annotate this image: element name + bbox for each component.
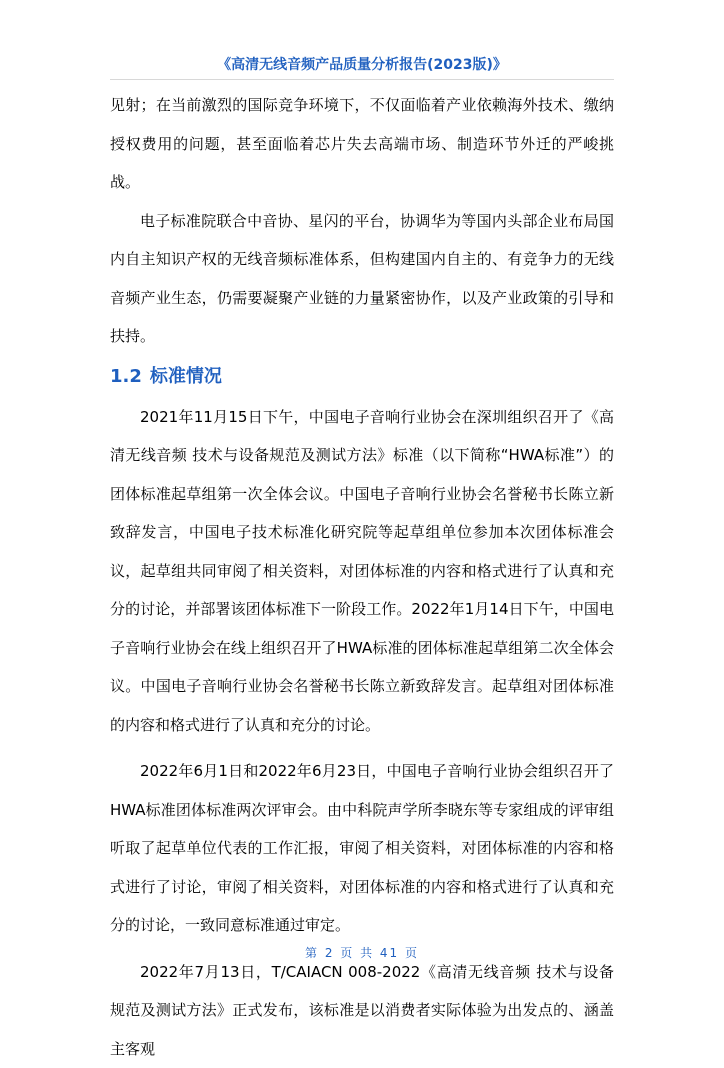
paragraph-standard-drafting: 2021年11月15日下午，中国电子音响行业协会在深圳组织召开了《高清无线音频 技术与设备规范及测试方法》标准（以下简称“HWA标准”）的团体标准起草组第一次全体会议。中国电子音响行业协会名誉秘书长陈立新致辞发言，中国电子技术标准化研究院等起草组单位参加本次团体标准会议，起草组共同审阅了相关资料，对团体标准的内容和格式进行了认真和充分的讨论，并部署该团体标准下一阶段工作。2022年1月14日下午，中国电子音响行业协会在线上组织召开了HWA标准的团体标准起草组第二次全体会议。中国电子音响行业协会名誉秘书长陈立新致辞发言。起草组对团体标准的内容和格式进行了认真和充分的讨论。 bbox=[110, 398, 614, 745]
page-number-footer: 第 2 页 共 41 页 bbox=[110, 944, 614, 961]
paragraph-continuation: 见射；在当前激烈的国际竞争环境下，不仅面临着产业依赖海外技术、缴纳授权费用的问题，甚至面临着芯片失去高端市场、制造环节外迁的严峻挑战。 bbox=[110, 86, 614, 202]
section-heading bbox=[110, 356, 614, 398]
section-title: 标准情况 bbox=[150, 366, 222, 387]
body-text bbox=[110, 86, 614, 1068]
paragraph-standard-release: 2022年7月13日，T/CAIACN 008-2022《高清无线音频 技术与设备规范及测试方法》正式发布，该标准是以消费者实际体验为出发点的、涵盖主客观 bbox=[110, 953, 614, 1068]
paragraph-platform: 电子标准院联合中音协、星闪的平台，协调华为等国内头部企业布局国内自主知识产权的无线音频标准体系，但构建国内自主的、有竞争力的无线音频产业生态，仍需要凝聚产业链的力量紧密协作，以及产业政策的引导和扶持。 bbox=[110, 202, 614, 356]
section-number: 1.2 bbox=[110, 366, 142, 387]
header-divider bbox=[110, 79, 614, 80]
running-header-title: 《高清无线音频产品质量分析报告(2023版)》 bbox=[110, 54, 614, 74]
paragraph-standard-review: 2022年6月1日和2022年6月23日，中国电子音响行业协会组织召开了HWA标准团体标准两次评审会。由中科院声学所李晓东等专家组成的评审组听取了起草单位代表的工作汇报，审阅了相关资料，对团体标准的内容和格式进行了讨论，审阅了相关资料，对团体标准的内容和格式进行了认真和充分的讨论，一致同意标准通过审定。 bbox=[110, 752, 614, 945]
